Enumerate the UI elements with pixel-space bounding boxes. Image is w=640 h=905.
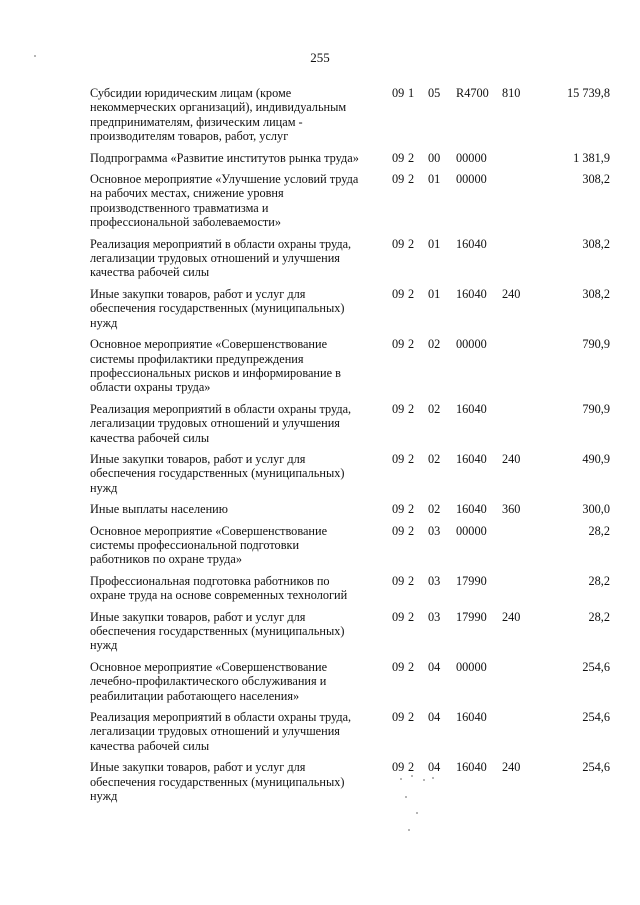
code-program: 09 <box>392 760 405 775</box>
code-direction: 16040 <box>456 502 487 517</box>
code-event: 03 <box>428 609 441 624</box>
expense-type-code: 810 <box>502 86 521 100</box>
code-program: 09 <box>392 236 405 251</box>
table-row <box>90 287 610 330</box>
code-program: 09 <box>392 710 405 725</box>
code-program: 09 <box>392 659 405 674</box>
amount: 308,2 <box>582 236 610 251</box>
expense-type-code: 240 <box>502 286 521 301</box>
code-subprogram: 2 <box>408 451 415 466</box>
code-program: 09 <box>392 502 405 517</box>
table-row <box>90 502 610 516</box>
table-row <box>90 86 610 144</box>
code-direction: 17990 <box>456 573 487 588</box>
row-description: Субсидии юридическим лицам (кроме некоммерческих организаций), индивидуальным предпринимателям, физическим лицам - производителям товаров, работ, услуг <box>90 86 347 144</box>
amount: 790,9 <box>582 337 610 352</box>
code-subprogram: 2 <box>408 236 415 251</box>
table-row <box>90 337 610 395</box>
row-description: Реализация мероприятий в области охраны труда, легализации трудовых отношений и улучшения качества рабочей силы <box>90 236 352 280</box>
code-event: 04 <box>428 710 441 725</box>
code-subprogram: 2 <box>408 609 415 624</box>
table-row <box>90 710 610 753</box>
code-program: 09 <box>392 337 405 352</box>
code-event: 04 <box>428 659 441 674</box>
code-direction: 00000 <box>456 523 487 538</box>
code-subprogram: 2 <box>408 573 415 588</box>
row-description: Реализация мероприятий в области охраны труда, легализации трудовых отношений и улучшения качества рабочей силы <box>90 401 352 445</box>
row-description: Иные закупки товаров, работ и услуг для обеспечения государственных (муниципальных) нужд <box>90 286 345 330</box>
amount: 490,9 <box>582 451 610 466</box>
code-event: 03 <box>428 523 441 538</box>
code-program: 09 <box>392 86 405 100</box>
table-row <box>90 452 610 495</box>
expense-type-code <box>502 337 546 395</box>
code-program: 09 <box>392 609 405 624</box>
expense-type-code <box>502 574 546 603</box>
table-row <box>90 172 610 230</box>
row-description: Иные выплаты населению <box>90 502 228 517</box>
code-subprogram: 2 <box>408 502 415 517</box>
expense-type-code: 240 <box>502 609 521 624</box>
code-program: 09 <box>392 451 405 466</box>
code-event: 02 <box>428 401 441 416</box>
row-description: Иные закупки товаров, работ и услуг для обеспечения государственных (муниципальных) нужд <box>90 609 345 653</box>
expense-type-code: 360 <box>502 502 521 517</box>
expense-type-code <box>502 710 546 753</box>
code-event: 01 <box>428 236 441 251</box>
code-event: 05 <box>428 86 441 100</box>
expense-type-code <box>502 660 546 703</box>
expense-type-code <box>502 524 546 567</box>
code-direction: 17990 <box>456 609 487 624</box>
code-subprogram: 2 <box>408 710 415 725</box>
amount: 28,2 <box>588 573 610 588</box>
table-row <box>90 402 610 445</box>
table-row <box>90 760 610 803</box>
code-direction: 00000 <box>456 659 487 674</box>
code-direction: 16040 <box>456 451 487 466</box>
code-event: 04 <box>428 760 441 775</box>
row-description: Реализация мероприятий в области охраны труда, легализации трудовых отношений и улучшения качества рабочей силы <box>90 710 352 753</box>
row-description: Основное мероприятие «Совершенствование системы профилактики предупреждения профессиональных рисков и информирование в области охраны труда» <box>90 337 341 395</box>
amount: 300,0 <box>582 502 610 517</box>
row-description: Основное мероприятие «Улучшение условий труда на рабочих местах, снижение уровня производственного травматизма и профессиональной заболеваемости» <box>90 172 359 230</box>
expense-type-code <box>502 151 546 165</box>
code-program: 09 <box>392 573 405 588</box>
amount: 254,6 <box>582 760 610 775</box>
budget-table <box>90 86 610 810</box>
code-program: 09 <box>392 172 405 187</box>
amount: 15 739,8 <box>566 86 610 100</box>
code-program: 09 <box>392 150 405 165</box>
code-event: 02 <box>428 337 441 352</box>
amount: 254,6 <box>582 710 610 725</box>
amount: 308,2 <box>582 172 610 187</box>
code-direction: 16040 <box>456 710 487 725</box>
code-event: 03 <box>428 573 441 588</box>
table-row <box>90 610 610 653</box>
code-event: 02 <box>428 451 441 466</box>
code-direction: 16040 <box>456 286 487 301</box>
amount: 28,2 <box>588 609 610 624</box>
code-subprogram: 2 <box>408 401 415 416</box>
code-subprogram: 2 <box>408 523 415 538</box>
expense-type-code: 240 <box>502 451 521 466</box>
code-direction: R4700 <box>456 86 489 100</box>
code-program: 09 <box>392 401 405 416</box>
expense-type-code <box>502 402 546 445</box>
expense-type-code <box>502 172 546 230</box>
row-description: Иные закупки товаров, работ и услуг для обеспечения государственных (муниципальных) нужд <box>90 760 345 804</box>
code-subprogram: 2 <box>408 337 415 352</box>
table-row <box>90 237 610 280</box>
page-number: 255 <box>310 50 330 65</box>
row-description: Основное мероприятие «Совершенствование системы профессиональной подготовки работников по охране труда» <box>90 523 328 567</box>
code-event: 02 <box>428 502 441 517</box>
code-program: 09 <box>392 523 405 538</box>
row-description: Подпрограмма «Развитие институтов рынка труда» <box>90 150 359 165</box>
table-row <box>90 574 610 603</box>
expense-type-code <box>502 237 546 280</box>
code-direction: 16040 <box>456 236 487 251</box>
amount: 254,6 <box>582 659 610 674</box>
code-subprogram: 2 <box>408 172 415 187</box>
row-description: Профессиональная подготовка работников по охране труда на основе современных технологий <box>90 573 348 603</box>
code-subprogram: 2 <box>408 286 415 301</box>
amount: 28,2 <box>588 523 610 538</box>
code-subprogram: 2 <box>408 659 415 674</box>
code-program: 09 <box>392 286 405 301</box>
code-event: 01 <box>428 286 441 301</box>
code-direction: 00000 <box>456 337 487 352</box>
amount: 1 381,9 <box>573 150 610 165</box>
amount: 308,2 <box>582 286 610 301</box>
table-row <box>90 151 610 165</box>
code-event: 01 <box>428 172 441 187</box>
code-direction: 16040 <box>456 760 487 775</box>
expense-type-code: 240 <box>502 760 521 775</box>
table-row <box>90 660 610 703</box>
code-event: 00 <box>428 150 441 165</box>
code-direction: 16040 <box>456 401 487 416</box>
amount: 790,9 <box>582 401 610 416</box>
code-direction: 00000 <box>456 150 487 165</box>
table-row <box>90 524 610 567</box>
code-subprogram: 1 <box>408 86 415 100</box>
row-description: Основное мероприятие «Совершенствование лечебно-профилактического обслуживания и реабилитации работающего населения» <box>90 659 328 703</box>
row-description: Иные закупки товаров, работ и услуг для обеспечения государственных (муниципальных) нужд <box>90 451 345 495</box>
code-subprogram: 2 <box>408 150 415 165</box>
code-direction: 00000 <box>456 172 487 187</box>
code-subprogram: 2 <box>408 760 415 775</box>
